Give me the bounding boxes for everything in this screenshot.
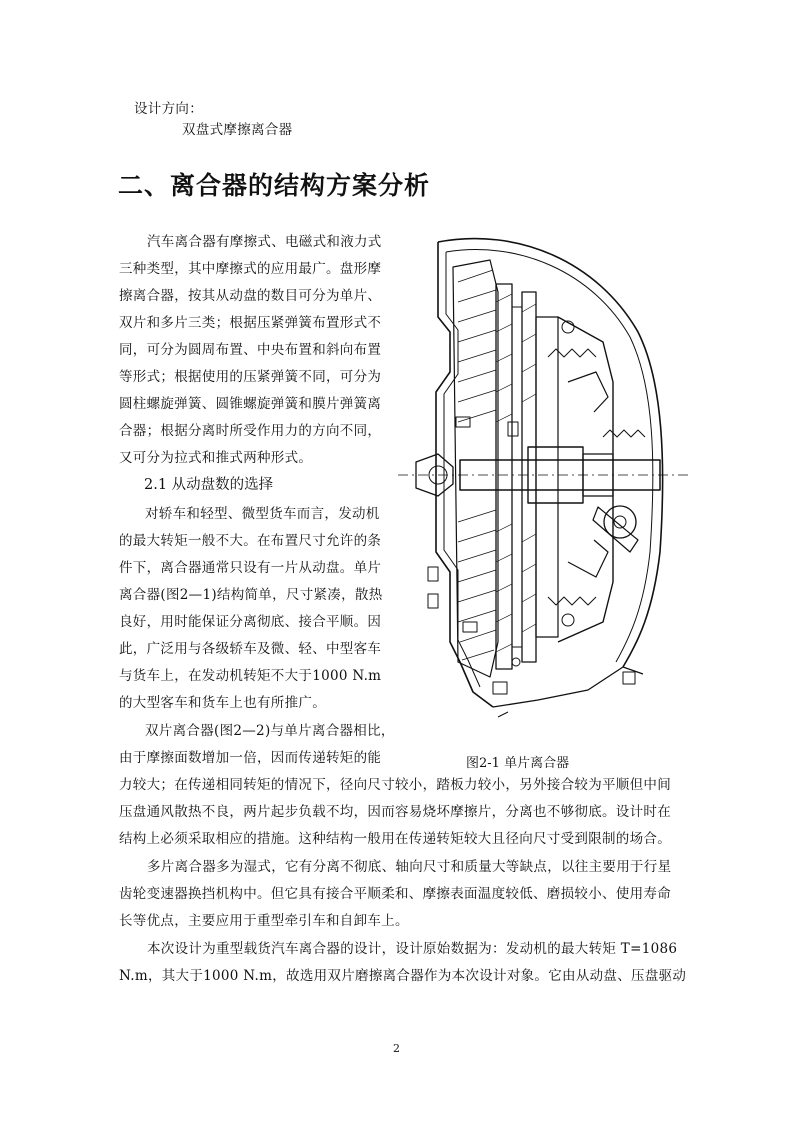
text-line: 同，可分为圆周布置、中央布置和斜向布置 <box>119 342 382 358</box>
text-line: 对轿车和轻型、微型货车而言，发动机 <box>145 506 380 522</box>
text-line: 由于摩擦面数增加一倍，因而传递转矩的能 <box>119 750 382 766</box>
clutch-cross-section-figure <box>398 222 688 727</box>
text-line: 双片离合器(图2—2)与单片离合器相比， <box>145 723 395 739</box>
design-direction-value: 双盘式摩擦离合器 <box>182 122 293 138</box>
text-line: 汽车离合器有摩擦式、电磁式和液力式 <box>147 234 382 250</box>
page-number: 2 <box>393 1042 400 1055</box>
design-direction-label: 设计方向： <box>134 101 203 117</box>
text-line: 与货车上，在发动机转矩不大于1000 N.m <box>119 668 382 684</box>
text-line: 圆柱螺旋弹簧、圆锥螺旋弹簧和膜片弹簧离 <box>119 396 382 412</box>
text-line: 本次设计为重型载货汽车离合器的设计，设计原始数据为：发动机的最大转矩 T=1086 <box>147 941 678 957</box>
text-line: 双片和多片三类；根据压紧弹簧布置形式不 <box>119 315 382 331</box>
text-line: 力较大；在传递相同转矩的情况下，径向尺寸较小，踏板力较小，另外接合较为平顺但中间 <box>119 777 671 793</box>
figure-caption: 图2-1 单片离合器 <box>466 756 570 771</box>
text-line: 三种类型，其中摩擦式的应用最广。盘形摩 <box>119 261 382 277</box>
text-line: 多片离合器多为湿式，它有分离不彻底、轴向尺寸和质量大等缺点，以往主要用于行星 <box>147 859 672 875</box>
section-title: 二、离合器的结构方案分析 <box>118 171 431 200</box>
text-line: 合器；根据分离时所受作用力的方向不同， <box>119 423 382 439</box>
text-line: 件下，离合器通常只设有一片从动盘。单片 <box>119 560 382 576</box>
text-line: 齿轮变速器换挡机构中。但它具有接合平顺柔和、摩擦表面温度较低、磨损较小、使用寿命 <box>119 886 671 902</box>
text-line: 此，广泛用与各级轿车及微、轻、中型客车 <box>119 641 382 657</box>
text-line: 离合器(图2—1)结构简单，尺寸紧凑，散热 <box>119 587 383 603</box>
text-line: 又可分为拉式和推式两种形式。 <box>119 450 313 466</box>
text-line: 的大型客车和货车上也有所推广。 <box>119 695 326 711</box>
text-line: 良好，用时能保证分离彻底、接合平顺。因 <box>119 614 382 630</box>
text-line: 结构上必须采取相应的措施。这种结构一般用在传递转矩较大且径向尺寸受到限制的场合。 <box>119 831 671 847</box>
text-line: 擦离合器，按其从动盘的数目可分为单片、 <box>119 288 382 304</box>
text-line: N.m，其大于1000 N.m，故选用双片磨擦离合器作为本次设计对象。它由从动盘、压盘驱动 <box>119 968 687 984</box>
text-line: 压盘通风散热不良，两片起步负载不均，因而容易烧坏摩擦片，分离也不够彻底。设计时在 <box>119 804 671 820</box>
text-line: 长等优点，主要应用于重型牵引车和自卸车上。 <box>119 913 409 929</box>
subsection-title: 2.1 从动盘数的选择 <box>144 477 274 493</box>
text-line: 的最大转矩一般不大。在布置尺寸允许的条 <box>119 533 382 549</box>
text-line: 等形式；根据使用的压紧弹簧不同，可分为 <box>119 369 382 385</box>
